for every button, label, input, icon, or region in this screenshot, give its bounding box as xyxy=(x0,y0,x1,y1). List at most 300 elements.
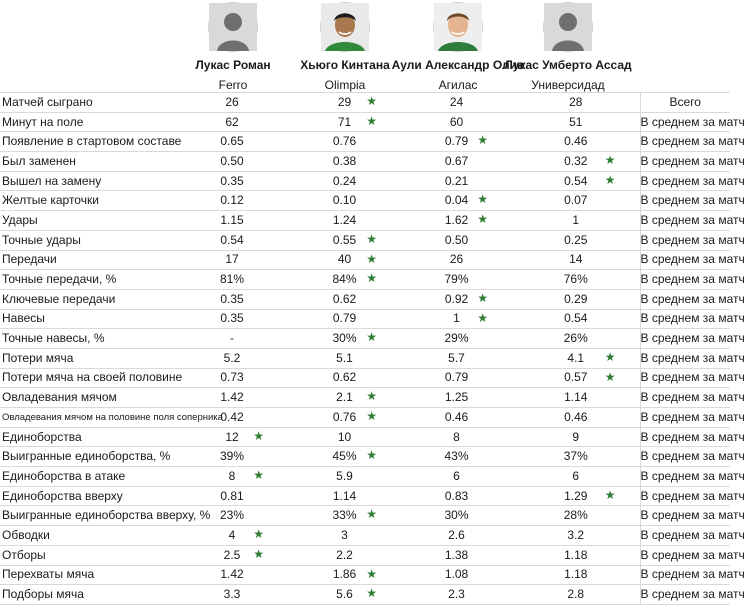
stat-value-cell xyxy=(288,230,401,250)
stat-value-cell xyxy=(176,348,288,368)
stat-value-cell xyxy=(401,132,512,152)
stat-value-cell xyxy=(176,93,288,113)
stat-value-cell xyxy=(176,388,288,408)
stat-value: 0.67 xyxy=(444,153,469,168)
table-row xyxy=(0,427,730,447)
player-card-4[interactable] xyxy=(493,0,643,92)
stat-value: 0.76 xyxy=(332,409,357,424)
best-star-icon: ★ xyxy=(477,290,488,305)
stat-value: 0.50 xyxy=(444,232,469,247)
stat-value: 0.73 xyxy=(220,370,244,385)
stat-value: 17 xyxy=(225,252,239,267)
table-row xyxy=(0,368,730,388)
stat-value: 0.83 xyxy=(444,488,469,503)
stat-value-cell xyxy=(288,132,401,152)
stat-value: 0.29 xyxy=(564,291,588,306)
stat-value: 1 xyxy=(572,212,580,227)
stat-value: 2.1 xyxy=(336,390,353,405)
stat-value: 0.12 xyxy=(220,193,244,208)
stat-value: 28% xyxy=(563,508,588,523)
stat-label: Овладевания мячом на половине поля соперника xyxy=(0,408,176,428)
stat-label: Отборы xyxy=(0,545,176,565)
stat-value-cell xyxy=(176,526,288,546)
stat-value: 0.10 xyxy=(332,193,357,208)
best-star-icon: ★ xyxy=(604,369,616,384)
table-row xyxy=(0,329,730,349)
stat-value: - xyxy=(230,331,234,346)
best-star-icon: ★ xyxy=(366,409,377,423)
table-row xyxy=(0,171,730,191)
stat-value-cell xyxy=(401,368,512,388)
stat-value: 1.42 xyxy=(220,567,244,582)
stat-note: В среднем за матч xyxy=(640,506,730,526)
stat-value: 0.55 xyxy=(332,232,357,247)
stat-note: В среднем за матч xyxy=(640,368,730,388)
player-photo-icon xyxy=(321,3,369,51)
stat-label: Выигранные единоборства вверху, % xyxy=(0,506,176,526)
stat-note: В среднем за матч xyxy=(640,211,730,231)
stat-value: 1.18 xyxy=(564,547,588,562)
stat-value-cell xyxy=(512,545,640,565)
stat-value-cell xyxy=(512,467,640,487)
stat-value-cell xyxy=(512,526,640,546)
stat-value: 4.1 xyxy=(567,350,585,365)
stat-label: Потери мяча xyxy=(0,348,176,368)
table-row xyxy=(0,289,730,309)
player-photo-icon xyxy=(434,3,482,51)
stat-label: Появление в стартовом составе xyxy=(0,132,176,152)
stat-note: В среднем за матч xyxy=(640,348,730,368)
best-star-icon: ★ xyxy=(366,330,377,345)
stat-value-cell xyxy=(512,585,640,605)
table-row xyxy=(0,152,730,172)
best-star-icon: ★ xyxy=(366,113,377,128)
stat-value-cell xyxy=(176,289,288,309)
table-row xyxy=(0,467,730,487)
table-row xyxy=(0,112,730,132)
stat-value-cell xyxy=(401,289,512,309)
stat-value-cell xyxy=(401,526,512,546)
stat-value: 4 xyxy=(228,527,236,542)
stat-value: 2.6 xyxy=(448,527,465,542)
table-row xyxy=(0,93,730,113)
stat-value-cell xyxy=(288,329,401,349)
table-row xyxy=(0,526,730,546)
stat-value: 1 xyxy=(453,311,460,326)
stat-value: 71 xyxy=(337,114,352,129)
stat-value-cell xyxy=(401,171,512,191)
stat-label: Был заменен xyxy=(0,152,176,172)
stat-value-cell xyxy=(401,112,512,132)
stat-value: 0.35 xyxy=(220,291,244,306)
stat-value-cell xyxy=(512,329,640,349)
stat-value-cell xyxy=(176,506,288,526)
table-row xyxy=(0,348,730,368)
stat-value: 6 xyxy=(453,468,460,483)
stat-value: 2.5 xyxy=(223,547,241,562)
stat-label: Точные удары xyxy=(0,230,176,250)
stat-value: 0.65 xyxy=(220,134,244,149)
stat-value: 10 xyxy=(337,429,352,444)
stat-note: В среднем за матч xyxy=(640,467,730,487)
stat-value: 0.46 xyxy=(564,409,588,424)
stat-value: 0.76 xyxy=(332,134,357,149)
stat-value: 33% xyxy=(332,508,357,523)
stat-note: В среднем за матч xyxy=(640,309,730,329)
stat-value: 1.62 xyxy=(444,212,469,227)
stat-value-cell xyxy=(401,191,512,211)
stat-note: Всего xyxy=(640,93,730,113)
best-star-icon: ★ xyxy=(366,507,377,522)
stat-value-cell xyxy=(401,270,512,290)
stat-value-cell xyxy=(401,486,512,506)
stat-value: 5.1 xyxy=(336,350,353,365)
stat-value: 8 xyxy=(453,429,460,444)
stat-value: 14 xyxy=(569,252,583,267)
player-club: Агилас xyxy=(438,78,478,92)
stat-value: 1.08 xyxy=(444,567,469,582)
table-row xyxy=(0,545,730,565)
stat-label: Передачи xyxy=(0,250,176,270)
stat-value: 1.25 xyxy=(444,390,469,405)
best-star-icon: ★ xyxy=(366,94,377,108)
stat-note: В среднем за матч xyxy=(640,112,730,132)
stat-label: Единоборства в атаке xyxy=(0,467,176,487)
stat-value: 1.18 xyxy=(564,567,588,582)
stat-value: 0.92 xyxy=(444,291,469,306)
best-star-icon: ★ xyxy=(604,349,616,364)
player-club: Ferro xyxy=(218,78,248,92)
table-row xyxy=(0,211,730,231)
stat-value: 40 xyxy=(337,252,352,267)
best-star-icon: ★ xyxy=(604,487,616,502)
stat-value: 0.35 xyxy=(220,173,244,188)
stat-value-cell xyxy=(288,526,401,546)
stat-label: Точные навесы, % xyxy=(0,329,176,349)
stat-label: Минут на поле xyxy=(0,112,176,132)
stat-value-cell xyxy=(401,545,512,565)
player-name[interactable]: Хьюго Кинтана xyxy=(300,58,390,72)
stat-value: 29% xyxy=(444,331,469,346)
stat-value: 3.3 xyxy=(223,587,241,602)
stat-value: 1.14 xyxy=(332,488,357,503)
stats-body xyxy=(0,93,745,605)
stat-value: 3.2 xyxy=(567,527,585,542)
stat-note: В среднем за матч xyxy=(640,427,730,447)
stat-value-cell xyxy=(176,171,288,191)
stat-value-cell xyxy=(176,447,288,467)
player-avatar-silhouette xyxy=(208,2,258,52)
stat-value: 2.3 xyxy=(448,587,465,602)
stat-value: 1.29 xyxy=(564,488,588,503)
stat-value-cell xyxy=(288,171,401,191)
stat-value: 0.04 xyxy=(444,193,469,208)
stat-value-cell xyxy=(176,152,288,172)
stat-value-cell xyxy=(512,152,640,172)
stat-value: 0.54 xyxy=(220,232,244,247)
stat-value: 43% xyxy=(444,449,469,464)
stat-value-cell xyxy=(512,447,640,467)
stat-value: 0.46 xyxy=(444,409,469,424)
stat-value: 0.54 xyxy=(564,173,588,188)
stat-value-cell xyxy=(288,211,401,231)
stat-value-cell xyxy=(176,112,288,132)
table-row xyxy=(0,270,730,290)
stat-value: 1.38 xyxy=(444,547,469,562)
stat-value-cell xyxy=(288,270,401,290)
stat-value: 26% xyxy=(563,331,588,346)
stat-value-cell xyxy=(176,132,288,152)
stat-value-cell xyxy=(512,348,640,368)
stat-value: 0.21 xyxy=(444,173,469,188)
stat-value: 0.38 xyxy=(332,153,357,168)
stat-value-cell xyxy=(512,289,640,309)
stat-value-cell xyxy=(288,250,401,270)
stat-value-cell xyxy=(512,112,640,132)
stat-value-cell xyxy=(401,447,512,467)
stat-value-cell xyxy=(401,585,512,605)
stat-value: 9 xyxy=(572,429,580,444)
player-club: Olimpia xyxy=(324,78,366,92)
table-row xyxy=(0,388,730,408)
stat-value-cell xyxy=(512,270,640,290)
best-star-icon: ★ xyxy=(366,586,377,601)
best-star-icon: ★ xyxy=(366,389,377,404)
stat-value-cell xyxy=(512,565,640,585)
table-row xyxy=(0,506,730,526)
stat-value-cell xyxy=(512,211,640,231)
stat-value-cell xyxy=(288,152,401,172)
stat-value-cell xyxy=(176,191,288,211)
stat-value-cell xyxy=(288,545,401,565)
stat-label: Вышел на замену xyxy=(0,171,176,191)
stat-value: 3 xyxy=(341,527,348,542)
player-club: Универсидад xyxy=(531,78,605,92)
table-row xyxy=(0,585,730,605)
person-silhouette-icon xyxy=(544,3,592,51)
stat-label: Обводки xyxy=(0,526,176,546)
player-avatar-silhouette xyxy=(543,2,593,52)
stat-value-cell xyxy=(288,112,401,132)
table-row xyxy=(0,408,730,428)
stat-value-cell xyxy=(401,565,512,585)
best-star-icon: ★ xyxy=(477,310,488,325)
best-star-icon: ★ xyxy=(477,212,488,227)
stat-value-cell xyxy=(176,329,288,349)
stat-value: 0.62 xyxy=(332,291,357,306)
best-star-icon: ★ xyxy=(253,468,264,483)
stat-value-cell xyxy=(288,289,401,309)
stat-value-cell xyxy=(512,506,640,526)
best-star-icon: ★ xyxy=(366,271,377,286)
best-star-icon: ★ xyxy=(366,251,377,266)
stat-note: В среднем за матч xyxy=(640,526,730,546)
stat-note: В среднем за матч xyxy=(640,486,730,506)
stat-value: 45% xyxy=(332,449,357,464)
stat-value: 39% xyxy=(219,449,245,464)
player-avatar-photo xyxy=(320,2,370,52)
table-row xyxy=(0,447,730,467)
stat-note: В среднем за матч xyxy=(640,152,730,172)
stat-value: 0.07 xyxy=(564,193,588,208)
stat-value-cell xyxy=(288,368,401,388)
stat-value-cell xyxy=(401,250,512,270)
stat-value-cell xyxy=(176,486,288,506)
stat-value: 12 xyxy=(225,429,239,444)
stat-value-cell xyxy=(401,329,512,349)
stat-value: 26 xyxy=(449,252,464,267)
stat-note: В среднем за матч xyxy=(640,329,730,349)
stat-value: 0.24 xyxy=(332,173,357,188)
stat-value-cell xyxy=(512,93,640,113)
stat-value-cell xyxy=(512,309,640,329)
best-star-icon: ★ xyxy=(253,428,264,443)
stat-value: 26 xyxy=(225,94,239,109)
table-row xyxy=(0,486,730,506)
stat-value: 5.7 xyxy=(448,350,465,365)
stat-value: 51 xyxy=(569,114,583,129)
stat-value: 8 xyxy=(228,468,236,483)
best-star-icon: ★ xyxy=(477,192,488,207)
stat-label: Перехваты мяча xyxy=(0,565,176,585)
stat-label: Матчей сыграно xyxy=(0,93,176,113)
stat-value-cell xyxy=(176,309,288,329)
stat-value-cell xyxy=(401,309,512,329)
stat-value-cell xyxy=(176,250,288,270)
stat-note: В среднем за матч xyxy=(640,565,730,585)
stat-value-cell xyxy=(512,230,640,250)
stat-value: 1.86 xyxy=(332,567,357,582)
stat-value-cell xyxy=(288,93,401,113)
stat-note: В среднем за матч xyxy=(640,171,730,191)
stat-value-cell xyxy=(176,545,288,565)
stat-note: В среднем за матч xyxy=(640,408,730,428)
stat-value: 84% xyxy=(332,272,357,287)
stat-note: В среднем за матч xyxy=(640,447,730,467)
stat-value-cell xyxy=(401,467,512,487)
stat-value-cell xyxy=(512,427,640,447)
best-star-icon: ★ xyxy=(366,566,377,581)
stat-value-cell xyxy=(512,388,640,408)
stat-value-cell xyxy=(401,152,512,172)
stat-value: 0.62 xyxy=(332,370,357,385)
stat-value-cell xyxy=(176,211,288,231)
player-name[interactable]: Лукас Умберто Ассад xyxy=(504,58,632,72)
stat-value-cell xyxy=(401,230,512,250)
stat-value: 30% xyxy=(332,331,357,346)
best-star-icon: ★ xyxy=(253,527,264,542)
stat-value-cell xyxy=(401,93,512,113)
player-name[interactable]: Аули Александр Олив xyxy=(391,58,525,72)
stat-value-cell xyxy=(288,585,401,605)
stat-value: 0.46 xyxy=(564,134,588,149)
stat-value: 5.6 xyxy=(336,587,353,602)
person-silhouette-icon xyxy=(209,3,257,51)
best-star-icon: ★ xyxy=(604,172,616,187)
stat-value-cell xyxy=(176,467,288,487)
stat-value-cell xyxy=(401,348,512,368)
best-star-icon: ★ xyxy=(366,231,377,246)
stat-value: 76% xyxy=(563,272,588,287)
stat-value: 0.35 xyxy=(220,311,244,326)
best-star-icon: ★ xyxy=(477,133,488,148)
stat-value: 1.14 xyxy=(564,390,588,405)
stat-note: В среднем за матч xyxy=(640,388,730,408)
stat-value-cell xyxy=(288,427,401,447)
stat-value: 0.32 xyxy=(564,153,588,168)
stat-label: Ключевые передачи xyxy=(0,289,176,309)
stat-value-cell xyxy=(512,132,640,152)
stat-value: 29 xyxy=(337,94,352,109)
stat-value-cell xyxy=(288,565,401,585)
stat-value-cell xyxy=(512,408,640,428)
stat-label: Овладевания мячом xyxy=(0,388,176,408)
stat-label: Потери мяча на своей половине xyxy=(0,368,176,388)
stat-label: Подборы мяча xyxy=(0,585,176,605)
stat-value: 6 xyxy=(572,468,580,483)
stat-note: В среднем за матч xyxy=(640,132,730,152)
best-star-icon: ★ xyxy=(253,546,264,561)
player-name[interactable]: Лукас Роман xyxy=(195,58,271,72)
stat-note: В среднем за матч xyxy=(640,289,730,309)
stat-value: 28 xyxy=(569,94,583,109)
stat-value: 5.9 xyxy=(336,468,353,483)
stat-value-cell xyxy=(288,408,401,428)
stat-value-cell xyxy=(512,368,640,388)
stat-value: 0.50 xyxy=(220,153,244,168)
stat-label: Точные передачи, % xyxy=(0,270,176,290)
stat-value: 81% xyxy=(219,272,245,287)
stat-value: 0.54 xyxy=(564,311,588,326)
stat-value: 37% xyxy=(563,449,588,464)
stat-value: 0.79 xyxy=(332,311,357,326)
stat-value-cell xyxy=(288,467,401,487)
stat-note: В среднем за матч xyxy=(640,230,730,250)
stat-value-cell xyxy=(176,408,288,428)
stat-value: 2.2 xyxy=(336,547,353,562)
stat-value: 79% xyxy=(444,272,469,287)
table-row xyxy=(0,309,730,329)
stat-value-cell xyxy=(176,585,288,605)
stat-value-cell xyxy=(512,250,640,270)
stat-value-cell xyxy=(176,270,288,290)
stat-value: 2.8 xyxy=(567,587,585,602)
stat-value-cell xyxy=(512,486,640,506)
stat-value-cell xyxy=(176,368,288,388)
best-star-icon: ★ xyxy=(604,153,616,168)
stat-value-cell xyxy=(288,506,401,526)
stat-value: 1.15 xyxy=(220,212,244,227)
stat-value-cell xyxy=(512,191,640,211)
stat-value: 0.25 xyxy=(564,232,588,247)
stat-note: В среднем за матч xyxy=(640,250,730,270)
table-row xyxy=(0,250,730,270)
stat-label: Удары xyxy=(0,211,176,231)
stat-value: 0.42 xyxy=(220,409,244,424)
stat-value-cell xyxy=(288,191,401,211)
stat-value-cell xyxy=(401,408,512,428)
stat-note: В среднем за матч xyxy=(640,545,730,565)
stat-value-cell xyxy=(176,427,288,447)
stat-value-cell xyxy=(401,427,512,447)
stat-label: Выигранные единоборства, % xyxy=(0,447,176,467)
stat-value: 0.81 xyxy=(220,488,244,503)
stat-value: 23% xyxy=(219,508,245,523)
stat-value: 62 xyxy=(225,114,239,129)
stat-label: Желтые карточки xyxy=(0,191,176,211)
stat-value: 0.57 xyxy=(564,370,588,385)
stat-value-cell xyxy=(176,230,288,250)
